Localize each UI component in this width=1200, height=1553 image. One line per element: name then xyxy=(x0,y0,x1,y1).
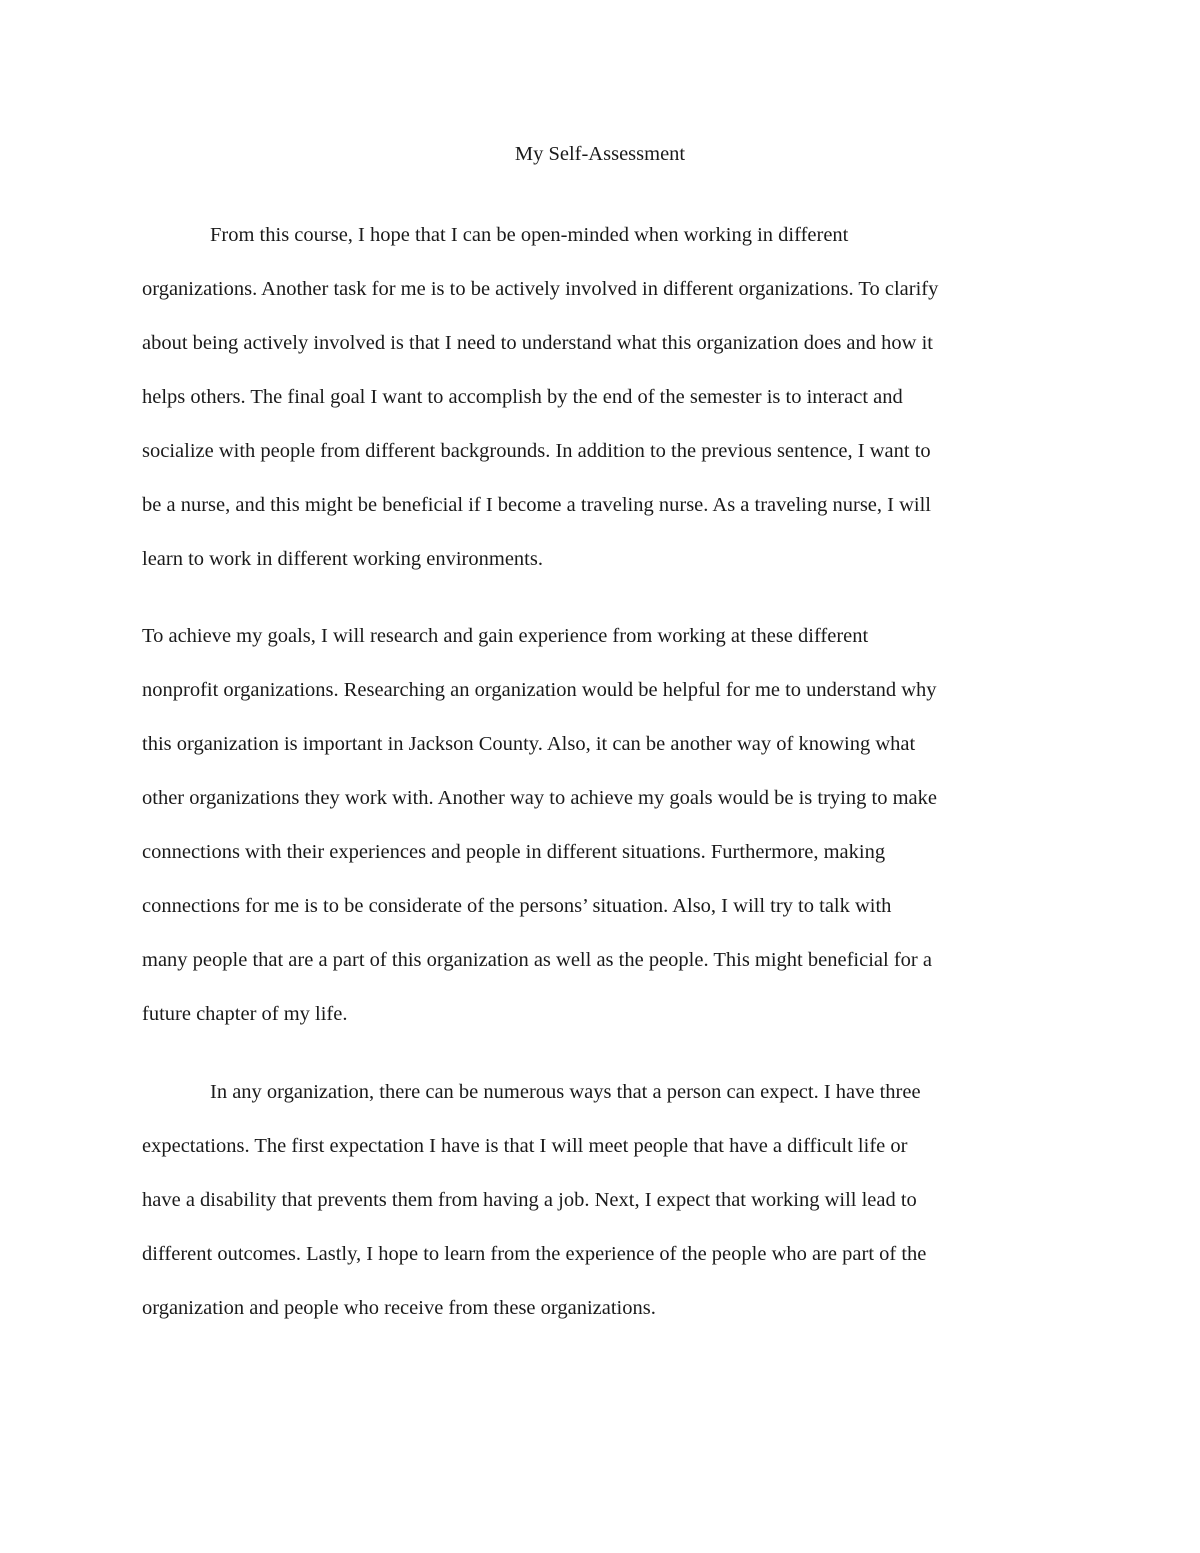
text-line: different outcomes. Lastly, I hope to learn from the experience of the people who are part of the xyxy=(142,1243,927,1265)
text-line: From this course, I hope that I can be open-minded when working in different xyxy=(210,224,849,246)
text-line: expectations. The first expectation I have is that I will meet people that have a difficult life or xyxy=(142,1135,908,1157)
document-title: My Self-Assessment xyxy=(514,143,686,165)
text-line: other organizations they work with. Another way to achieve my goals would be is trying to make xyxy=(142,787,937,809)
text-line: connections with their experiences and people in different situations. Furthermore, making xyxy=(142,841,886,863)
text-line: connections for me is to be considerate of the persons’ situation. Also, I will try to talk with xyxy=(142,895,892,917)
text-line: about being actively involved is that I need to understand what this organization does and how it xyxy=(142,332,933,354)
text-line: have a disability that prevents them from having a job. Next, I expect that working will lead to xyxy=(142,1189,917,1211)
text-line: nonprofit organizations. Researching an organization would be helpful for me to understand why xyxy=(142,679,937,701)
text-line: learn to work in different working environments. xyxy=(142,548,543,570)
text-line: future chapter of my life. xyxy=(142,1003,348,1025)
text-line: In any organization, there can be numerous ways that a person can expect. I have three xyxy=(210,1081,921,1103)
text-line: To achieve my goals, I will research and gain experience from working at these different xyxy=(142,625,869,647)
paragraph-expectations xyxy=(142,1078,926,1348)
text-line: many people that are a part of this organization as well as the people. This might beneficial for a xyxy=(142,949,932,971)
text-line: this organization is important in Jackson County. Also, it can be another way of knowing what xyxy=(142,733,916,755)
text-line: be a nurse, and this might be beneficial if I become a traveling nurse. As a traveling nurse, I will xyxy=(142,494,931,516)
text-line: organization and people who receive from these organizations. xyxy=(142,1297,656,1319)
paragraph-goals xyxy=(142,221,938,599)
paragraph-achieve-goals xyxy=(142,622,937,1054)
text-line: organizations. Another task for me is to be actively involved in different organizations. To clarify xyxy=(142,278,939,300)
text-line: helps others. The final goal I want to accomplish by the end of the semester is to interact and xyxy=(142,386,903,408)
text-line: socialize with people from different backgrounds. In addition to the previous sentence, I want to xyxy=(142,440,931,462)
